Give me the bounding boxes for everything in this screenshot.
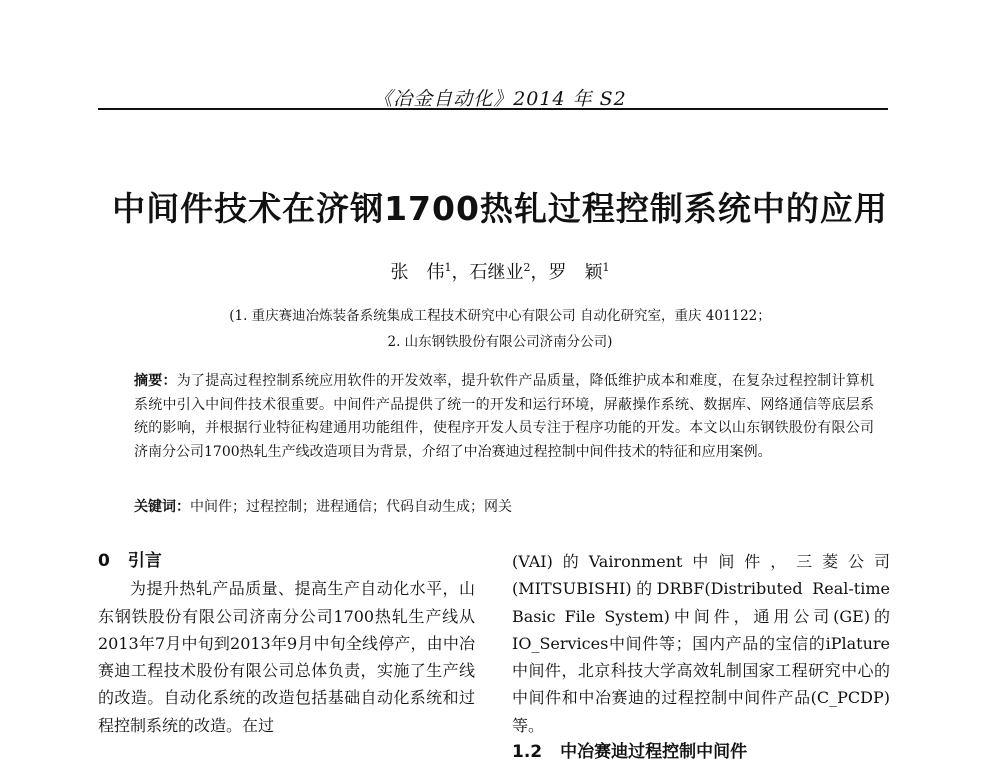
paper-title: 中间件技术在济钢1700热轧过程控制系统中的应用 [112,189,888,228]
header-rule [98,108,888,110]
author-name: 张 伟 [390,262,445,283]
keywords-label: 关键词： [134,499,190,515]
author-list [0,258,1000,284]
section-heading [512,739,890,766]
abstract [134,370,874,464]
section-number: 0 [98,551,110,571]
author-separator: ， [530,262,549,283]
abstract-text: 为了提高过程控制系统应用软件的开发效率，提升软件产品质量，降低维护成本和难度，在复杂过程控制计算机系统中引入中间件技术很重要。中间件产品提供了统一的开发和运行环境，屏蔽操作系统、数据库、网络通信等底层系统的影响，并根据行业特征构建通用功能组件，使程序开发人员专注于程序功能的开发。本文以山东钢铁股份有限公司济南分公司1700热轧生产线改造项目为背景，介绍了中冶赛迪过程控制中间件技术的特征和应用案例。 [134,373,875,460]
keywords [134,496,874,516]
author-affil-mark: 1 [444,261,452,274]
author-name: 罗 颖 [548,262,603,283]
left-column [98,548,475,739]
body-paragraph: (VAI)的Vaironment中间件，三菱公司(MITSUBISHI)的DRBF(Distributed Real-time Basic File System)中间件，通用公司(GE)的IO_Services中间件等；国内产品的宝信的iPlature中间件，北京科技大学高效轧制国家工程研究中心的中间件和中冶赛迪的过程控制中间件产品(C_PCDP)等。 [512,552,890,735]
abstract-label: 摘要： [134,373,177,389]
author-affil-mark: 1 [602,261,610,274]
section-heading [98,548,475,575]
section-title: 引言 [127,551,162,571]
body-paragraph: 为提升热轧产品质量、提高生产自动化水平，山东钢铁股份有限公司济南分公司1700热轧生产线从2013年7月中旬到2013年9月中旬全线停产，由中冶赛迪工程技术股份有限公司总体负责，实施了生产线的改造。自动化系统的改造包括基础自动化系统和过程控制系统的改造。在过 [98,579,475,735]
right-column [512,548,890,766]
section-number: 1.2 [512,742,543,763]
keywords-text: 中间件；过程控制；进程通信；代码自动生成；网关 [190,499,512,515]
author-affil-mark: 2 [523,261,531,274]
affiliation-line: 2. 山东钢铁股份有限公司济南分公司) [387,334,613,350]
author-name: 石继业 [469,262,524,283]
section-title: 中冶赛迪过程控制中间件 [560,742,748,763]
affiliation-line: (1. 重庆赛迪冶炼装备系统集成工程技术研究中心有限公司 自动化研究室，重庆 401122； [229,308,771,324]
journal-header: 《冶金自动化》2014 年 S2 [373,88,627,110]
author-separator: ， [451,262,470,283]
